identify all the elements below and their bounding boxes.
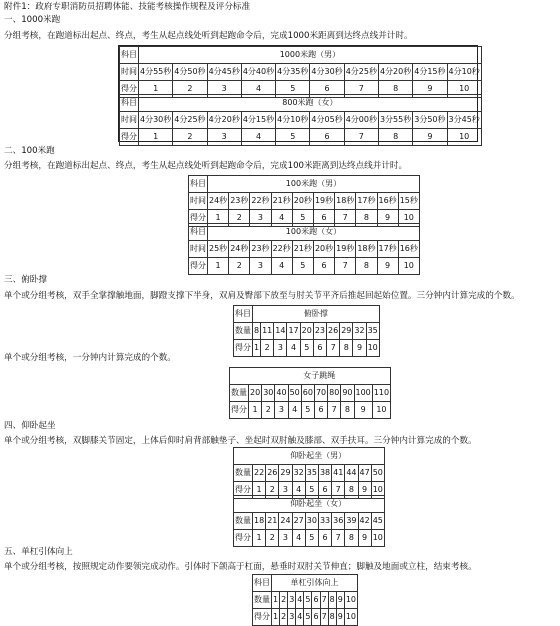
table-cell: 4分20秒 — [378, 64, 412, 81]
score-cell: 10 — [398, 210, 419, 227]
section-4-heading: 四、仰卧起坐 — [4, 421, 56, 431]
table-cell: 9 — [336, 592, 344, 609]
table-title: 100米跑（男） — [208, 176, 420, 193]
score-cell: 9 — [377, 258, 398, 275]
label-time: 时间 — [120, 112, 139, 129]
table-cell: 39 — [345, 513, 358, 530]
table-cell: 19秒 — [313, 193, 334, 210]
label-count: 数量 — [234, 465, 253, 482]
score-cell: 2 — [266, 530, 279, 547]
label-count: 数量 — [253, 592, 272, 609]
section-1-desc: 分组考核，在跑道标出起点、终点，考生从起点线处听到起跑命令后，完成1000米距离到达终点线并计时。 — [4, 31, 413, 41]
score-cell: 9 — [413, 129, 447, 146]
table-cell: 42 — [358, 513, 371, 530]
score-cell: 5 — [276, 129, 310, 146]
score-cell: 4 — [296, 609, 304, 626]
score-cell: 6 — [313, 340, 326, 357]
table-pullup — [252, 574, 358, 626]
table-cell: 4分25秒 — [173, 112, 207, 129]
score-cell: 1 — [253, 482, 266, 499]
table-cell: 10 — [344, 592, 357, 609]
table-cell: 4分00秒 — [344, 112, 378, 129]
score-cell: 8 — [378, 129, 412, 146]
score-cell: 4 — [292, 530, 305, 547]
table-cell: 25秒 — [208, 241, 229, 258]
table-cell: 29 — [340, 323, 353, 340]
score-cell: 2 — [280, 609, 288, 626]
score-cell: 3 — [279, 482, 292, 499]
table-cell: 70 — [314, 385, 327, 402]
score-cell: 6 — [312, 609, 320, 626]
table-cell: 4分20秒 — [207, 112, 241, 129]
table-cell: 16秒 — [377, 193, 398, 210]
score-cell: 9 — [353, 340, 366, 357]
label-subject: 科目 — [189, 224, 208, 241]
score-cell: 9 — [413, 81, 447, 98]
score-cell: 7 — [328, 402, 341, 419]
section-3-desc-2: 单个或分组考核，一分钟内计算完成的个数。 — [4, 353, 176, 363]
score-cell: 7 — [332, 482, 345, 499]
score-cell: 5 — [276, 81, 310, 98]
section-2-heading: 二、100米跑 — [4, 146, 55, 156]
table-cell: 50 — [371, 465, 384, 482]
score-cell: 2 — [229, 210, 250, 227]
table-rope — [229, 367, 391, 419]
section-5-heading: 五、单杠引体向上 — [4, 547, 73, 557]
score-cell: 4 — [271, 258, 292, 275]
score-cell: 9 — [336, 609, 344, 626]
table-100m-female — [188, 223, 420, 275]
table-cell: 22秒 — [250, 193, 271, 210]
score-cell: 5 — [304, 609, 312, 626]
score-cell: 3 — [279, 530, 292, 547]
table-cell: 17秒 — [356, 193, 377, 210]
section-2-desc: 分组考核，在跑道标出起点、终点，考生从起点线处听到起跑命令后，完成100米距离到达终点线并计时。 — [4, 161, 408, 171]
table-cell: 1 — [272, 592, 280, 609]
table-situp-male — [233, 447, 385, 499]
table-cell: 4分05秒 — [310, 112, 344, 129]
score-cell: 2 — [229, 258, 250, 275]
score-cell: 10 — [398, 258, 419, 275]
table-cell: 11 — [261, 323, 274, 340]
score-cell: 4 — [287, 340, 300, 357]
score-cell: 4 — [288, 402, 301, 419]
table-cell: 26 — [266, 465, 279, 482]
table-cell: 3 — [288, 592, 296, 609]
table-cell: 17秒 — [377, 241, 398, 258]
label-score: 得分 — [234, 530, 253, 547]
section-5-desc: 单个或分组考核，按照规定动作要领完成动作。引体时下颌高于杠面，悬垂时双肘关节伸直；脚触及地面或立柱，结束考核。 — [4, 562, 477, 572]
table-cell: 35 — [366, 323, 379, 340]
score-cell: 5 — [300, 340, 313, 357]
score-cell: 8 — [345, 482, 358, 499]
score-cell: 10 — [344, 609, 357, 626]
table-cell: 80 — [328, 385, 341, 402]
table-1000m-male — [119, 46, 482, 98]
score-cell: 6 — [314, 402, 327, 419]
table-cell: 47 — [358, 465, 371, 482]
table-cell: 4 — [296, 592, 304, 609]
label-time: 时间 — [120, 64, 139, 81]
section-3-desc: 单个或分组考核，双手全掌撑触地面，脚蹬支撑下半身，双肩及臀部下放至与肘关节平齐后推起回起始位置。三分钟内计算完成的个数。 — [4, 291, 520, 301]
section-1-heading: 一、1000米跑 — [4, 15, 61, 25]
table-cell: 4分45秒 — [207, 64, 241, 81]
table-cell: 22 — [253, 465, 266, 482]
score-cell: 8 — [328, 609, 336, 626]
score-cell: 2 — [261, 340, 274, 357]
label-score: 得分 — [234, 340, 253, 357]
score-cell: 2 — [266, 482, 279, 499]
label-score: 得分 — [253, 609, 272, 626]
score-cell: 5 — [292, 258, 313, 275]
table-cell: 50 — [288, 385, 301, 402]
label-subject: 科目 — [253, 575, 272, 592]
score-cell: 1 — [208, 258, 229, 275]
table-cell: 4分10秒 — [447, 64, 481, 81]
score-cell: 3 — [250, 258, 271, 275]
table-cell: 24 — [279, 513, 292, 530]
label-score: 得分 — [120, 129, 139, 146]
table-cell: 2 — [280, 592, 288, 609]
score-cell: 10 — [366, 340, 379, 357]
label-count: 数量 — [234, 323, 253, 340]
label-time: 时间 — [189, 241, 208, 258]
score-cell: 6 — [313, 258, 334, 275]
table-cell: 8 — [328, 592, 336, 609]
table-cell: 4分30秒 — [139, 112, 173, 129]
table-cell: 3分50秒 — [413, 112, 447, 129]
score-cell: 8 — [341, 402, 354, 419]
table-cell: 26 — [327, 323, 340, 340]
score-cell: 5 — [292, 210, 313, 227]
score-cell: 1 — [139, 81, 173, 98]
table-cell: 36 — [332, 513, 345, 530]
page-title: 附件1：政府专职消防员招聘体能、技能考核操作规程及评分标准 — [4, 2, 251, 12]
table-cell: 18秒 — [356, 241, 377, 258]
table-cell: 4分15秒 — [413, 64, 447, 81]
score-cell: 9 — [358, 482, 371, 499]
table-cell: 4分30秒 — [310, 64, 344, 81]
table-cell: 35 — [305, 465, 318, 482]
table-cell: 24秒 — [229, 241, 250, 258]
score-cell: 6 — [313, 210, 334, 227]
score-cell: 6 — [310, 81, 344, 98]
table-cell: 18 — [253, 513, 266, 530]
table-cell: 44 — [345, 465, 358, 482]
table-cell: 3分55秒 — [378, 112, 412, 129]
score-cell: 7 — [327, 340, 340, 357]
score-cell: 7 — [344, 129, 378, 146]
section-4-desc: 单个或分组考核，双脚膝关节固定，上体后仰时肩背部触垫子、坐起时双肘触及膝部、双手扶耳。三分钟内计算完成的个数。 — [4, 436, 477, 446]
table-cell: 21秒 — [292, 241, 313, 258]
table-title: 100米跑（女） — [208, 224, 420, 241]
score-cell: 3 — [288, 609, 296, 626]
score-cell: 6 — [310, 129, 344, 146]
table-cell: 29 — [279, 465, 292, 482]
table-cell: 100 — [354, 385, 372, 402]
score-cell: 3 — [250, 210, 271, 227]
table-cell: 4分35秒 — [276, 64, 310, 81]
table-cell: 24秒 — [208, 193, 229, 210]
score-cell: 5 — [301, 402, 314, 419]
score-cell: 4 — [271, 210, 292, 227]
table-cell: 4分15秒 — [241, 112, 275, 129]
table-cell: 17 — [287, 323, 300, 340]
score-cell: 4 — [241, 129, 275, 146]
label-subject: 科目 — [120, 95, 139, 112]
table-cell: 4分40秒 — [241, 64, 275, 81]
table-cell: 14 — [274, 323, 287, 340]
table-cell: 6 — [312, 592, 320, 609]
score-cell: 2 — [173, 81, 207, 98]
table-title: 1000米跑（男） — [139, 47, 482, 64]
table-cell: 3分45秒 — [447, 112, 481, 129]
label-subject: 科目 — [234, 306, 253, 323]
score-cell: 6 — [318, 482, 331, 499]
score-cell: 4 — [241, 81, 275, 98]
table-title: 仰卧起坐（女） — [253, 496, 385, 513]
table-cell: 27 — [292, 513, 305, 530]
score-cell: 1 — [253, 340, 261, 357]
table-situp-female — [233, 495, 385, 547]
score-cell: 3 — [274, 340, 287, 357]
table-title: 俯卧撑 — [253, 306, 380, 323]
table-cell: 7 — [320, 592, 328, 609]
score-cell: 1 — [208, 210, 229, 227]
table-cell: 20 — [300, 323, 313, 340]
score-cell: 8 — [356, 210, 377, 227]
score-cell: 7 — [344, 81, 378, 98]
score-cell: 8 — [378, 81, 412, 98]
table-cell: 30 — [262, 385, 275, 402]
table-pushup — [233, 305, 380, 357]
label-score: 得分 — [189, 210, 208, 227]
table-title: 女子跳绳 — [249, 368, 391, 385]
score-cell: 5 — [305, 482, 318, 499]
table-100m-male — [188, 175, 420, 227]
section-3-heading: 三、俯卧撑 — [4, 275, 47, 285]
score-cell: 2 — [262, 402, 275, 419]
table-cell: 110 — [372, 385, 390, 402]
table-cell: 4分50秒 — [173, 64, 207, 81]
label-subject: 科目 — [189, 176, 208, 193]
score-cell: 7 — [332, 530, 345, 547]
table-cell: 23 — [313, 323, 326, 340]
table-cell: 23秒 — [229, 193, 250, 210]
label-score: 得分 — [230, 402, 249, 419]
score-cell: 7 — [335, 258, 356, 275]
label-subject: 科目 — [120, 47, 139, 64]
label-time: 时间 — [189, 193, 208, 210]
score-cell: 9 — [358, 530, 371, 547]
score-cell: 8 — [345, 530, 358, 547]
table-cell: 60 — [301, 385, 314, 402]
score-cell: 9 — [377, 210, 398, 227]
score-cell: 10 — [372, 402, 390, 419]
table-cell: 32 — [353, 323, 366, 340]
table-cell: 4分10秒 — [276, 112, 310, 129]
table-cell: 45 — [371, 513, 384, 530]
score-cell: 8 — [356, 258, 377, 275]
score-cell: 7 — [335, 210, 356, 227]
table-cell: 16秒 — [398, 241, 419, 258]
table-cell: 20 — [249, 385, 262, 402]
label-count: 数量 — [234, 513, 253, 530]
table-cell: 41 — [332, 465, 345, 482]
score-cell: 1 — [253, 530, 266, 547]
table-cell: 20秒 — [313, 241, 334, 258]
table-cell: 21秒 — [271, 193, 292, 210]
table-800m-female — [119, 94, 482, 146]
table-title: 800米跑（女） — [139, 95, 482, 112]
label-score: 得分 — [189, 258, 208, 275]
table-cell: 33 — [318, 513, 331, 530]
score-cell: 9 — [354, 402, 372, 419]
score-cell: 10 — [447, 81, 481, 98]
table-cell: 40 — [275, 385, 288, 402]
table-title: 单杠引体向上 — [272, 575, 358, 592]
score-cell: 5 — [305, 530, 318, 547]
table-cell: 4分55秒 — [139, 64, 173, 81]
score-cell: 1 — [249, 402, 262, 419]
table-cell: 15秒 — [398, 193, 419, 210]
score-cell: 6 — [318, 530, 331, 547]
score-cell: 10 — [371, 530, 384, 547]
label-score: 得分 — [120, 81, 139, 98]
table-cell: 32 — [292, 465, 305, 482]
table-cell: 22秒 — [271, 241, 292, 258]
table-cell: 5 — [304, 592, 312, 609]
table-title: 仰卧起坐（男） — [253, 448, 385, 465]
table-cell: 19秒 — [335, 241, 356, 258]
table-cell: 23秒 — [250, 241, 271, 258]
table-cell: 21 — [266, 513, 279, 530]
score-cell: 3 — [207, 129, 241, 146]
table-cell: 18秒 — [335, 193, 356, 210]
table-cell: 30 — [305, 513, 318, 530]
score-cell: 10 — [371, 482, 384, 499]
table-cell: 4分25秒 — [344, 64, 378, 81]
score-cell: 1 — [272, 609, 280, 626]
table-cell: 8 — [253, 323, 261, 340]
score-cell: 10 — [447, 129, 481, 146]
score-cell: 4 — [292, 482, 305, 499]
table-cell: 38 — [318, 465, 331, 482]
label-count: 数量 — [230, 385, 249, 402]
label-score: 得分 — [234, 482, 253, 499]
score-cell: 3 — [207, 81, 241, 98]
score-cell: 3 — [275, 402, 288, 419]
table-cell: 20秒 — [292, 193, 313, 210]
score-cell: 1 — [139, 129, 173, 146]
score-cell: 2 — [173, 129, 207, 146]
table-cell: 90 — [341, 385, 354, 402]
score-cell: 7 — [320, 609, 328, 626]
score-cell: 8 — [340, 340, 353, 357]
